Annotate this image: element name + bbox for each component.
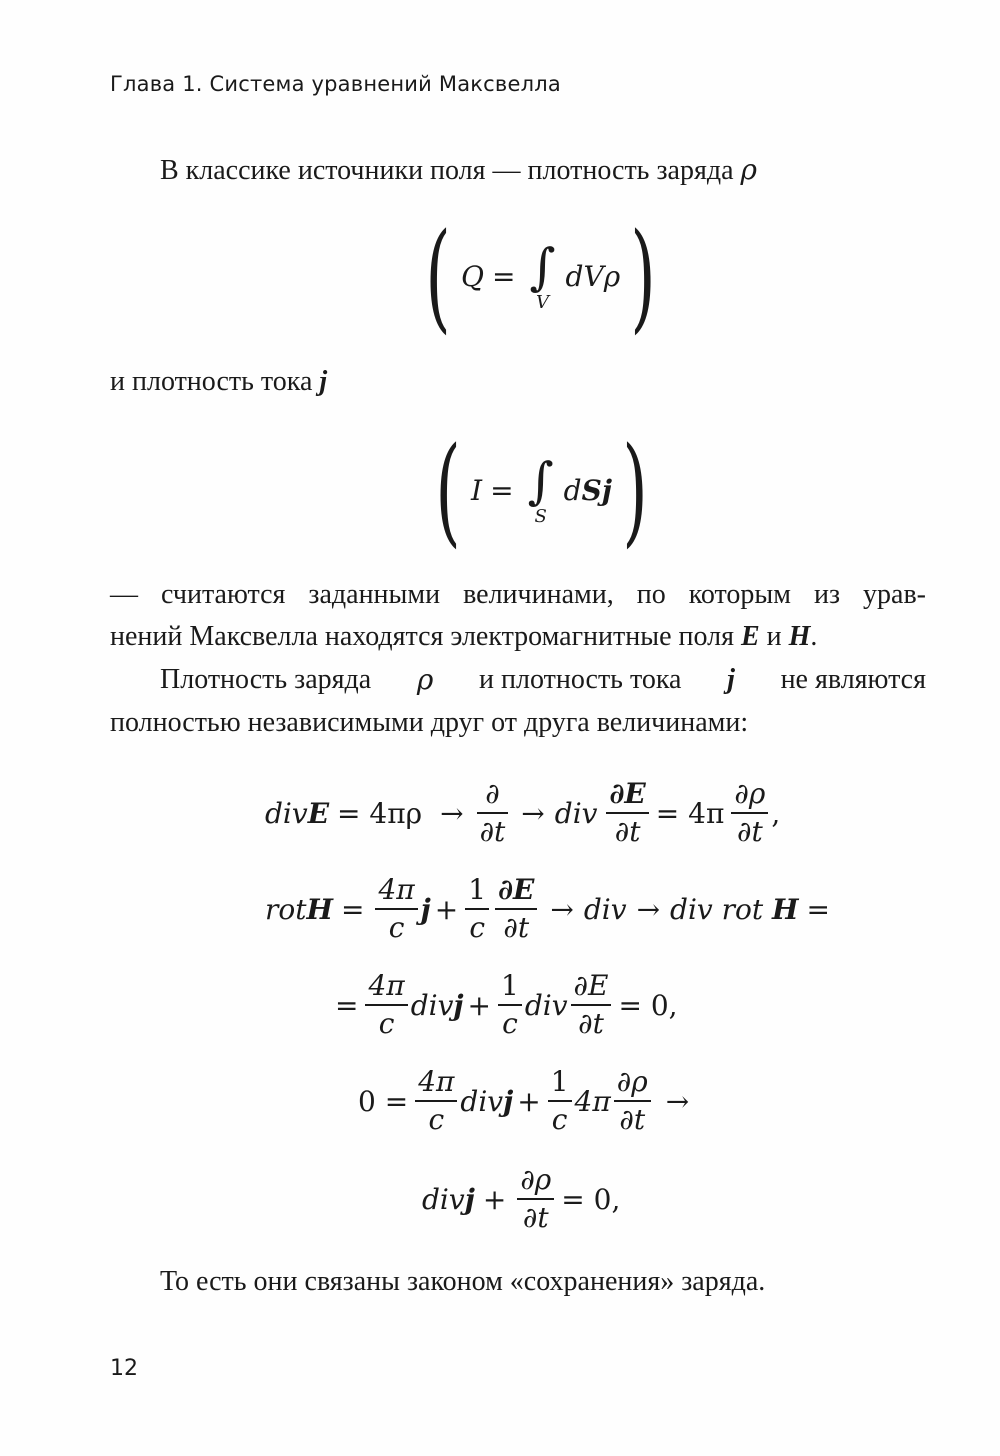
frac-den: ∂t: [578, 1007, 604, 1040]
equals-sign: =: [492, 259, 516, 293]
formula-lhs: I: [471, 473, 483, 507]
running-header: Глава 1. Система уравнений Максвелла: [110, 72, 561, 96]
integral-sign: ∫: [529, 238, 556, 296]
frac-den: c: [428, 1103, 445, 1136]
div-op: div: [524, 988, 568, 1022]
frac-den: c: [502, 1007, 518, 1040]
four-pi-over-c: [365, 969, 407, 1041]
frac-num: ∂ρ: [614, 1065, 651, 1102]
integral: [529, 240, 555, 312]
frac-num: ∂E: [571, 969, 612, 1006]
drho-dt-fraction: [517, 1163, 554, 1235]
rhs: = 4πρ: [337, 796, 423, 830]
frac-den: ∂t: [736, 815, 763, 848]
E-vector: E: [307, 796, 330, 830]
paragraph-dependence-line1: [160, 660, 926, 700]
formula-current: [425, 421, 658, 559]
paragraph-given-line2: [110, 617, 817, 657]
div-op: div: [583, 892, 627, 926]
arrow: →: [521, 796, 545, 830]
frac-den: ∂t: [479, 815, 506, 848]
integral-sign: ∫: [527, 452, 554, 510]
paragraph-current: [110, 362, 327, 402]
frac-num: 4π: [375, 873, 417, 910]
frac-num: ∂: [477, 777, 509, 814]
frac-num: ∂E: [606, 777, 648, 814]
time-derivative-operator: [477, 777, 509, 849]
equation-div-E: [265, 770, 780, 856]
j-vector: j: [503, 1084, 514, 1118]
paragraph-sources: [160, 150, 757, 191]
H-vector: H: [306, 892, 333, 926]
four-pi-over-c: [375, 873, 417, 945]
frac-num: ∂E: [495, 873, 537, 910]
H-vector: H: [772, 892, 799, 926]
drho-dt-fraction: [731, 777, 768, 849]
integral-domain: S: [534, 506, 547, 527]
div-op: div: [460, 1084, 504, 1118]
dE-dt-fraction: [571, 969, 612, 1041]
rho-symbol: ρ: [740, 153, 757, 186]
equals-sign: =: [490, 473, 514, 507]
equation-rot-H: [265, 866, 830, 952]
frac-num: ∂ρ: [731, 777, 768, 814]
paragraph-text: В классике источники поля — плотность заряда: [160, 155, 741, 186]
page-number: 12: [110, 1356, 138, 1381]
frac-num: 1: [548, 1065, 572, 1102]
frac-den: c: [469, 911, 486, 944]
div-op: div: [410, 988, 454, 1022]
E-symbol: E: [740, 621, 760, 652]
equals-zero: = 0,: [618, 988, 678, 1022]
zero-equals: 0 =: [358, 1084, 409, 1118]
integrand-j: j: [601, 473, 612, 507]
frac-den: c: [378, 1007, 395, 1040]
paragraph-text: и плотность тока: [110, 366, 320, 397]
equation-continuity: [422, 1156, 620, 1242]
frac-num: 1: [498, 969, 522, 1006]
plus-sign: +: [517, 1084, 541, 1118]
div-op: div: [554, 796, 598, 830]
integrand-d: d: [563, 473, 582, 507]
left-paren: (: [435, 421, 461, 559]
integrand: dVρ: [565, 259, 621, 293]
j-symbol: j: [319, 366, 328, 397]
div-op: div: [265, 796, 308, 830]
paragraph-text-b: и плотность тока: [479, 664, 682, 695]
integral-domain: V: [536, 292, 550, 313]
j-symbol: j: [727, 664, 735, 695]
arrow: →: [550, 892, 574, 926]
paragraph-text: нений Максвелла находятся электромагнитные поля: [110, 621, 741, 652]
integrand-S: S: [581, 473, 602, 507]
formula-charge: [415, 207, 666, 345]
one-over-c: [498, 969, 522, 1041]
paragraph-text-a: Плотность заряда: [160, 664, 372, 695]
four-pi-over-c: [415, 1065, 457, 1137]
equals-sign: =: [340, 892, 365, 926]
plus-sign: +: [467, 988, 491, 1022]
arrow: →: [440, 796, 464, 830]
frac-num: ∂ρ: [517, 1163, 554, 1200]
frac-num: 4π: [365, 969, 407, 1006]
div-rot-op: div rot: [670, 892, 773, 926]
paragraph-text-c: не являются: [780, 664, 926, 695]
right-paren: ): [630, 207, 656, 345]
plus-sign: +: [482, 1182, 507, 1216]
frac-den: ∂t: [619, 1103, 646, 1136]
rhs: = 4π: [655, 796, 725, 830]
left-paren: (: [425, 207, 451, 345]
drho-dt-fraction: [614, 1065, 651, 1137]
period: .: [810, 621, 818, 652]
frac-num: 1: [465, 873, 489, 910]
equals-sign: =: [335, 988, 359, 1022]
rot-op: rot: [265, 892, 307, 926]
equation-zero: [358, 1058, 689, 1144]
j-vector: j: [464, 1182, 475, 1216]
equals-zero: = 0,: [561, 1182, 621, 1216]
j-vector: j: [453, 988, 464, 1022]
dE-dt-fraction: [495, 873, 537, 945]
j-vector: j: [420, 892, 431, 926]
and-text: и: [759, 621, 789, 652]
div-op: div: [422, 1182, 465, 1216]
frac-den: ∂t: [522, 1201, 549, 1234]
plus-sign: +: [434, 892, 459, 926]
four-pi: 4π: [574, 1084, 611, 1118]
one-over-c: [465, 873, 489, 945]
paragraph-given-line1: — считаются заданными величинами, по которым из урав-: [110, 579, 926, 610]
dE-dt-fraction: [606, 777, 648, 849]
paragraph-dependence-line2: полностью независимыми друг от друга величинами:: [110, 707, 749, 738]
paragraph-conservation: То есть они связаны законом «сохранения» заряда.: [160, 1266, 766, 1297]
frac-den: c: [551, 1103, 568, 1136]
arrow: →: [665, 1084, 690, 1118]
right-paren: ): [622, 421, 648, 559]
H-symbol: H: [788, 621, 811, 652]
equals-sign: =: [806, 892, 830, 926]
one-over-c: [548, 1065, 572, 1137]
frac-num: 4π: [415, 1065, 457, 1102]
rho-symbol: ρ: [416, 663, 434, 696]
frac-den: c: [388, 911, 405, 944]
integral: [528, 454, 554, 526]
comma: ,: [771, 796, 781, 830]
formula-lhs: Q: [461, 259, 485, 293]
equation-div-sum: [335, 962, 678, 1048]
frac-den: ∂t: [503, 911, 530, 944]
arrow: →: [636, 892, 661, 926]
frac-den: ∂t: [614, 815, 641, 848]
